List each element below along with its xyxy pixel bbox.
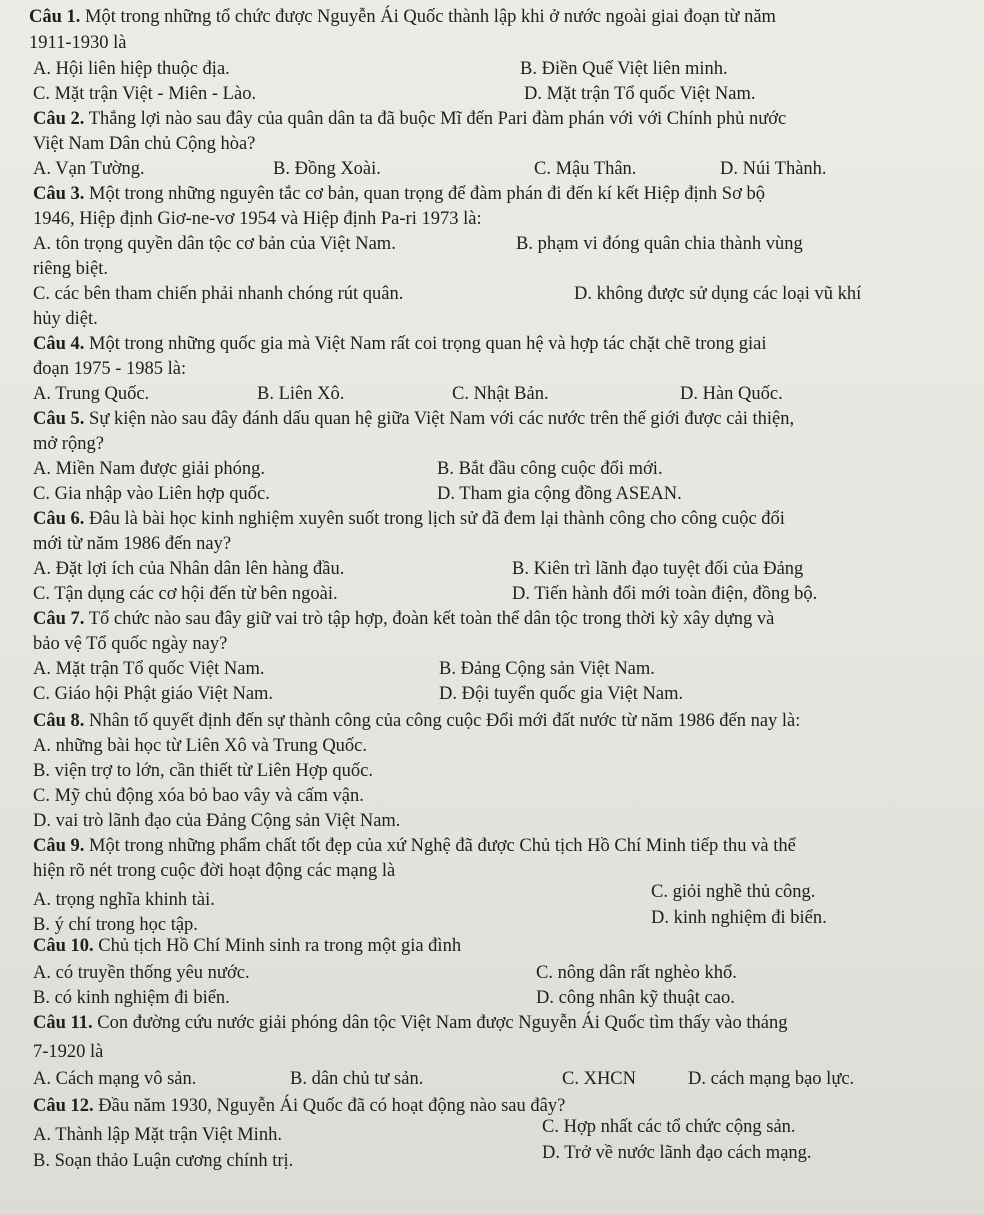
- q5-option-c: C. Gia nhập vào Liên hợp quốc.: [33, 484, 270, 504]
- q8-option-b: B. viện trợ to lớn, cần thiết từ Liên Hợp quốc.: [33, 761, 373, 781]
- q8-stem: Câu 8. Nhân tố quyết định đến sự thành công của công cuộc Đổi mới đất nước từ năm 1986 đến nay là:: [33, 711, 801, 731]
- q9-option-c: C. giỏi nghề thủ công.: [651, 882, 816, 902]
- q11-option-d: D. cách mạng bạo lực.: [688, 1069, 855, 1089]
- q2-label: Câu 2.: [33, 109, 85, 129]
- q3-option-b-cont: riêng biệt.: [33, 259, 109, 279]
- q11-option-b: B. dân chủ tư sản.: [290, 1069, 424, 1089]
- q12-option-d: D. Trở về nước lãnh đạo cách mạng.: [542, 1143, 812, 1163]
- q4-stem-cont: đoạn 1975 - 1985 là:: [33, 359, 187, 379]
- q6-option-c: C. Tận dụng các cơ hội đến từ bên ngoài.: [33, 584, 338, 604]
- q9-stem-cont: hiện rõ nét trong cuộc đời hoạt động các mạng là: [33, 861, 396, 881]
- q4-label: Câu 4.: [33, 334, 85, 354]
- q10-label: Câu 10.: [33, 936, 94, 956]
- q3-stem: Câu 3. Một trong những nguyên tắc cơ bản, quan trọng để đàm phán đi đến kí kết Hiệp định Sơ bộ: [33, 184, 765, 204]
- q7-stem-cont: bảo vệ Tổ quốc ngày nay?: [33, 634, 228, 654]
- q7-option-b: B. Đảng Cộng sản Việt Nam.: [439, 659, 655, 679]
- q4-option-b: B. Liên Xô.: [257, 384, 345, 404]
- q6-option-b: B. Kiên trì lãnh đạo tuyệt đối của Đảng: [512, 559, 804, 579]
- q10-option-d: D. công nhân kỹ thuật cao.: [536, 988, 735, 1008]
- q3-option-a: A. tôn trọng quyền dân tộc cơ bản của Việt Nam.: [33, 234, 396, 254]
- q11-option-c: C. XHCN: [562, 1069, 637, 1089]
- q1-stem: Câu 1. Một trong những tổ chức được Nguyễn Ái Quốc thành lập khi ở nước ngoài giai đoạn từ năm: [29, 7, 776, 27]
- q7-option-c: C. Giáo hội Phật giáo Việt Nam.: [33, 684, 274, 704]
- q12-option-c: C. Hợp nhất các tổ chức cộng sản.: [542, 1117, 796, 1137]
- q2-option-b: B. Đồng Xoài.: [273, 159, 381, 179]
- q10-option-b: B. có kinh nghiệm đi biển.: [33, 988, 230, 1008]
- q5-option-d: D. Tham gia cộng đồng ASEAN.: [437, 484, 682, 504]
- q12-label: Câu 12.: [33, 1096, 94, 1116]
- q9-option-d: D. kinh nghiệm đi biển.: [651, 908, 827, 928]
- q2-option-c: C. Mậu Thân.: [534, 159, 637, 179]
- q6-label: Câu 6.: [33, 509, 85, 529]
- q7-stem: Câu 7. Tổ chức nào sau đây giữ vai trò tập hợp, đoàn kết toàn thể dân tộc trong thời kỳ xây dựng và: [33, 609, 775, 629]
- q2-option-a: A. Vạn Tường.: [33, 159, 145, 179]
- q1-option-a: A. Hội liên hiệp thuộc địa.: [33, 59, 230, 79]
- q4-option-d: D. Hàn Quốc.: [680, 384, 783, 404]
- q7-label: Câu 7.: [33, 609, 85, 629]
- q3-option-d-cont: hủy diệt.: [33, 309, 98, 329]
- q1-option-d: D. Mặt trận Tổ quốc Việt Nam.: [524, 84, 756, 104]
- q10-option-c: C. nông dân rất nghèo khổ.: [536, 963, 737, 983]
- q3-option-d: D. không được sử dụng các loại vũ khí: [574, 284, 862, 304]
- q10-option-a: A. có truyền thống yêu nước.: [33, 963, 250, 983]
- q3-stem-cont: 1946, Hiệp định Giơ-ne-vơ 1954 và Hiệp định Pa-ri 1973 là:: [33, 209, 482, 229]
- q1-stem-cont: 1911-1930 là: [29, 33, 127, 53]
- q8-option-a: A. những bài học từ Liên Xô và Trung Quốc.: [33, 736, 368, 756]
- q12-option-b: B. Soạn thảo Luận cương chính trị.: [33, 1151, 294, 1171]
- q2-option-d: D. Núi Thành.: [720, 159, 827, 179]
- q11-option-a: A. Cách mạng vô sản.: [33, 1069, 197, 1089]
- q6-stem-cont: mới từ năm 1986 đến nay?: [33, 534, 232, 554]
- q5-stem-cont: mở rộng?: [33, 434, 104, 454]
- q3-option-b: B. phạm vi đóng quân chia thành vùng: [516, 234, 803, 254]
- q4-option-c: C. Nhật Bản.: [452, 384, 549, 404]
- q11-label: Câu 11.: [33, 1013, 93, 1033]
- q4-option-a: A. Trung Quốc.: [33, 384, 150, 404]
- q10-stem: Câu 10. Chủ tịch Hồ Chí Minh sinh ra trong một gia đình: [33, 936, 462, 956]
- q4-stem: Câu 4. Một trong những quốc gia mà Việt Nam rất coi trọng quan hệ và hợp tác chặt chẽ trong giai: [33, 334, 767, 354]
- q11-stem: Câu 11. Con đường cứu nước giải phóng dân tộc Việt Nam được Nguyễn Ái Quốc tìm thấy vào tháng: [33, 1013, 788, 1033]
- q12-stem: Câu 12. Đầu năm 1930, Nguyễn Ái Quốc đã có hoạt động nào sau đây?: [33, 1096, 566, 1116]
- q6-option-d: D. Tiến hành đổi mới toàn điện, đồng bộ.: [512, 584, 818, 604]
- q9-option-b: B. ý chí trong học tập.: [33, 915, 198, 935]
- q5-label: Câu 5.: [33, 409, 85, 429]
- q1-option-b: B. Điền Quế Việt liên minh.: [520, 59, 728, 79]
- q6-stem: Câu 6. Đâu là bài học kinh nghiệm xuyên suốt trong lịch sử đã đem lại thành công cho công cuộc đổi: [33, 509, 785, 529]
- q5-option-b: B. Bắt đầu công cuộc đổi mới.: [437, 459, 663, 479]
- q12-option-a: A. Thành lập Mặt trận Việt Minh.: [33, 1125, 282, 1145]
- q3-label: Câu 3.: [33, 184, 85, 204]
- q6-option-a: A. Đặt lợi ích của Nhân dân lên hàng đầu.: [33, 559, 345, 579]
- q8-label: Câu 8.: [33, 711, 85, 731]
- q7-option-d: D. Đội tuyển quốc gia Việt Nam.: [439, 684, 684, 704]
- q1-label: Câu 1.: [29, 7, 81, 27]
- q1-option-c: C. Mặt trận Việt - Miên - Lào.: [33, 84, 257, 104]
- q5-stem: Câu 5. Sự kiện nào sau đây đánh dấu quan hệ giữa Việt Nam với các nước trên thế giới được cải thiện,: [33, 409, 795, 429]
- q7-option-a: A. Mặt trận Tổ quốc Việt Nam.: [33, 659, 265, 679]
- q3-option-c: C. các bên tham chiến phải nhanh chóng rút quân.: [33, 284, 404, 304]
- q8-option-c: C. Mỹ chủ động xóa bỏ bao vây và cấm vận.: [33, 786, 364, 806]
- q5-option-a: A. Miền Nam được giải phóng.: [33, 459, 266, 479]
- q9-stem: Câu 9. Một trong những phẩm chất tốt đẹp của xứ Nghệ đã được Chủ tịch Hồ Chí Minh tiếp thu và thể: [33, 836, 796, 856]
- q9-label: Câu 9.: [33, 836, 85, 856]
- q2-stem: Câu 2. Thắng lợi nào sau đây của quân dân ta đã buộc Mĩ đến Pari đàm phán với với Chính phủ nước: [33, 109, 787, 129]
- q8-option-d: D. vai trò lãnh đạo của Đảng Cộng sản Việt Nam.: [33, 811, 401, 831]
- q9-option-a: A. trọng nghĩa khinh tài.: [33, 890, 215, 910]
- q2-stem-cont: Việt Nam Dân chủ Cộng hòa?: [33, 134, 256, 154]
- q11-stem-cont: 7-1920 là: [33, 1042, 104, 1062]
